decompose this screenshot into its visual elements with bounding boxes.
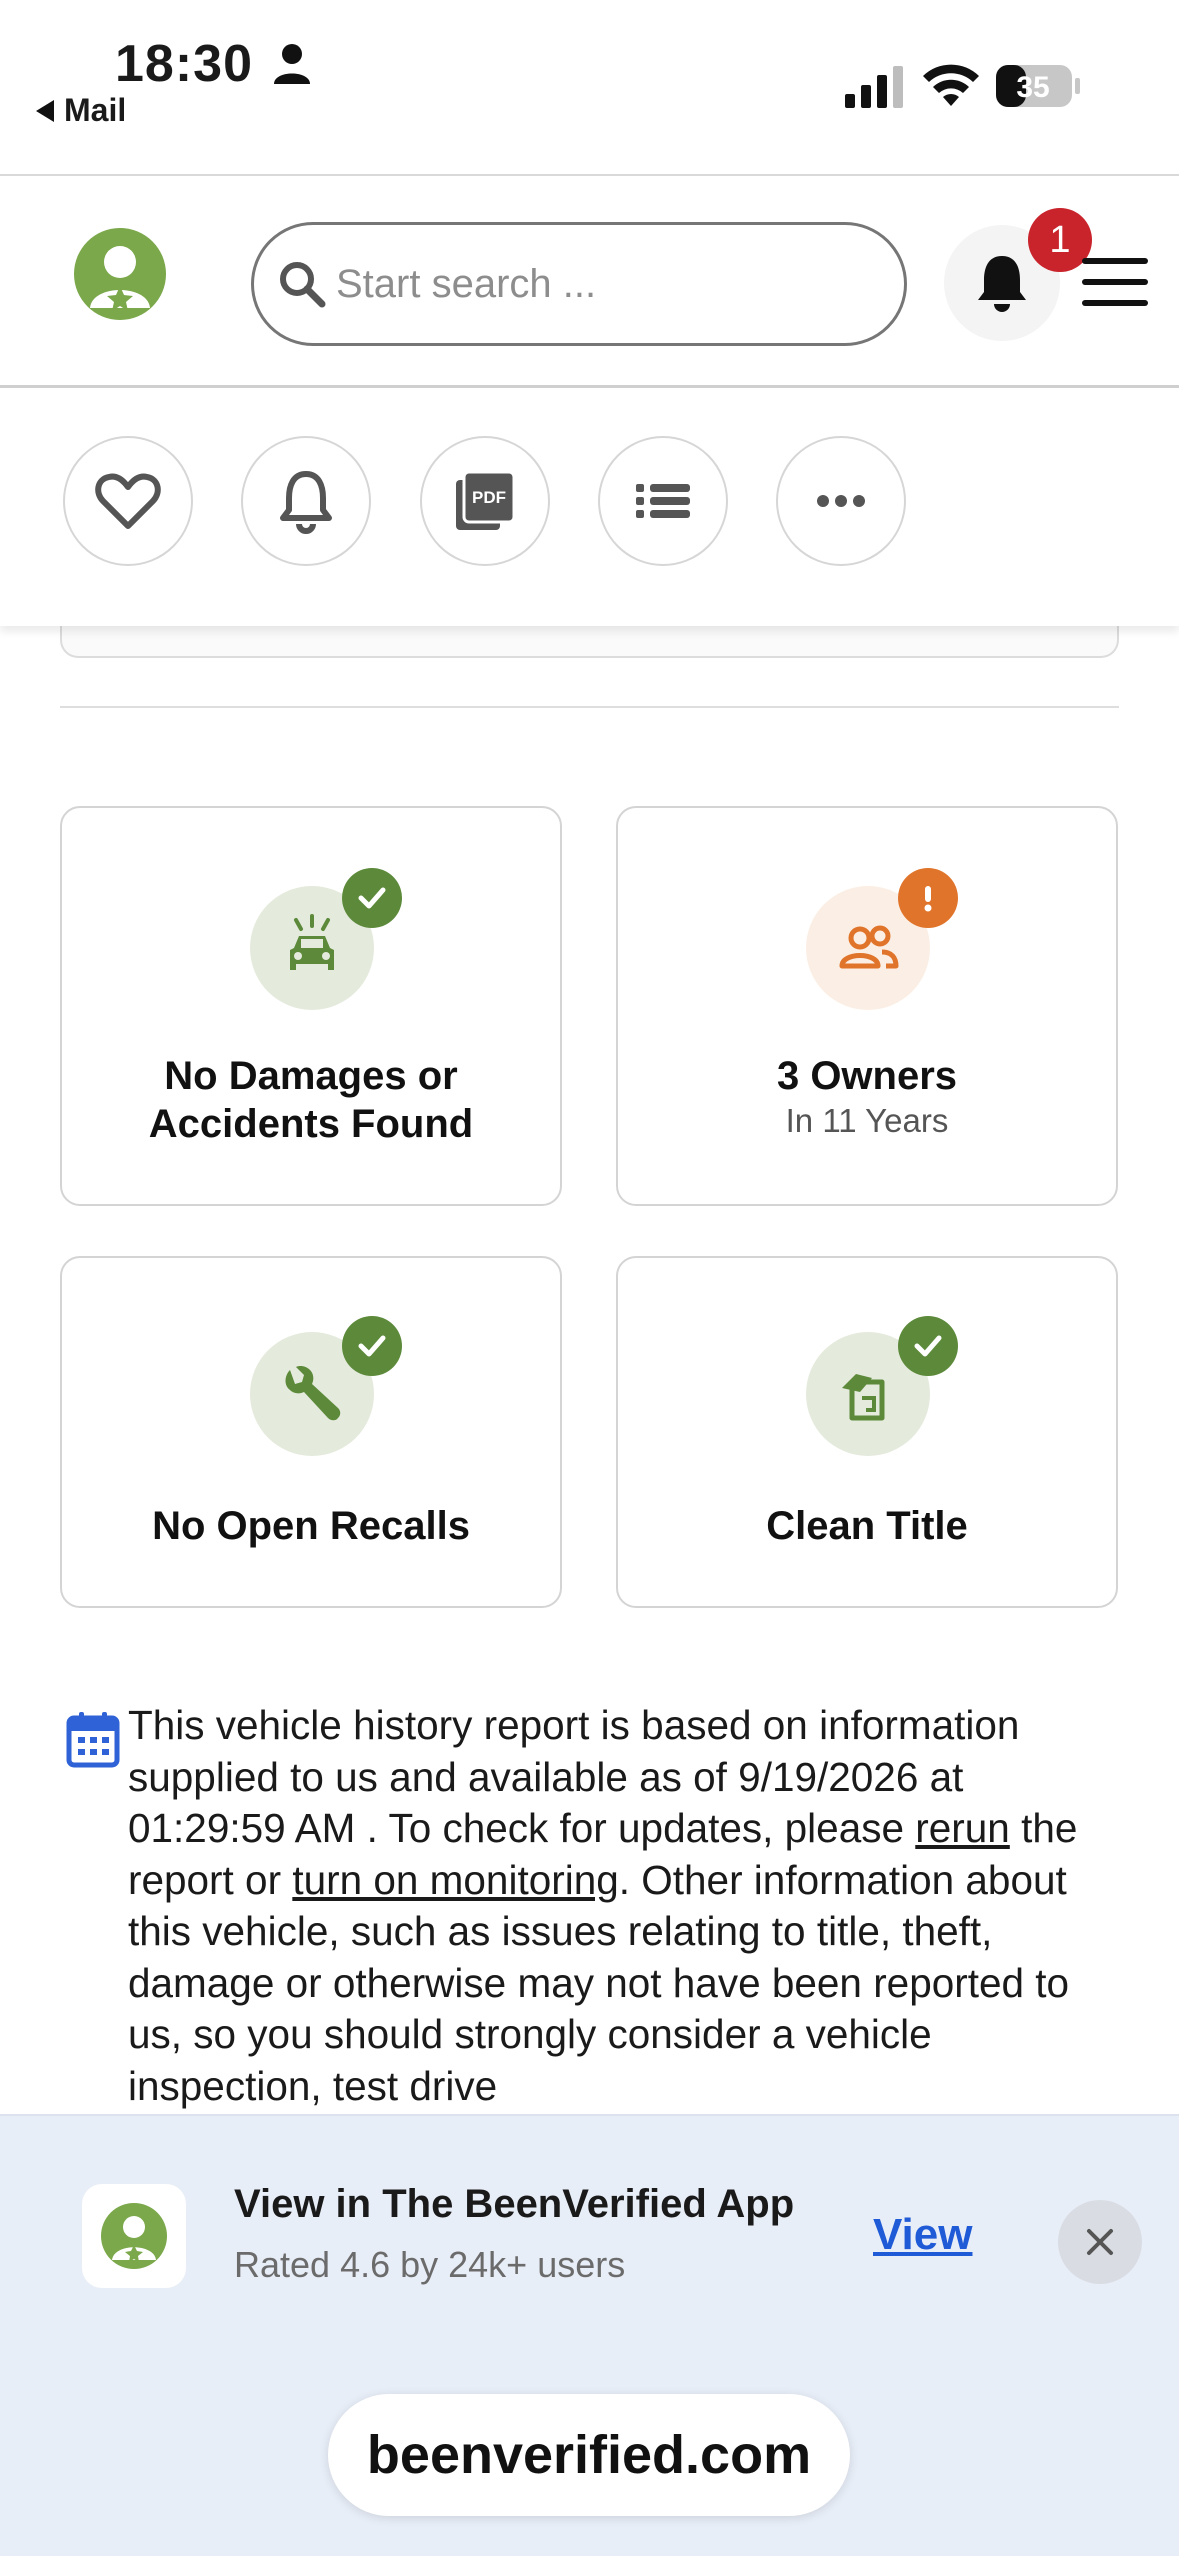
- wrench-icon: [276, 1358, 348, 1430]
- svg-text:PDF: PDF: [472, 488, 506, 507]
- back-app-label: Mail: [64, 92, 127, 128]
- recalls-title: No Open Recalls: [152, 1504, 470, 1548]
- beenverified-app-logo-icon: [101, 2203, 167, 2269]
- beenverified-logo-icon[interactable]: [74, 228, 166, 320]
- search-icon: [276, 258, 328, 310]
- battery-icon: [995, 64, 1081, 108]
- title-status-card[interactable]: [616, 1256, 1118, 1608]
- banner-title: View in The BeenVerified App: [234, 2182, 795, 2226]
- back-triangle-icon: [36, 100, 54, 122]
- search-box[interactable]: [251, 222, 907, 346]
- owners-card[interactable]: [616, 806, 1118, 1206]
- report-disclaimer-text: [128, 1700, 1108, 2114]
- wifi-icon: [923, 62, 979, 108]
- bell-outline-icon: [271, 466, 341, 536]
- more-dots-icon: [806, 466, 876, 536]
- status-time: 18:30: [115, 35, 253, 93]
- rerun-link[interactable]: rerun: [915, 1805, 1010, 1851]
- heart-icon: [93, 466, 163, 536]
- monitor-alert-button[interactable]: [241, 436, 371, 566]
- banner-rating: Rated 4.6 by 24k+ users: [234, 2244, 626, 2285]
- status-bar: [0, 0, 1179, 176]
- calendar-icon: [66, 1710, 120, 1768]
- damages-title-line1: No Damages or: [164, 1054, 458, 1098]
- view-in-app-link[interactable]: View: [873, 2210, 973, 2259]
- battery-level: 35: [1016, 71, 1050, 104]
- favorite-button[interactable]: [63, 436, 193, 566]
- app-install-banner: [0, 2114, 1179, 2556]
- recalls-card[interactable]: [60, 1256, 562, 1608]
- disclaimer-text-part3: . Other information about this vehicle, such as issues relating to title, theft, damage or otherwise may not have been reported to us, so you should strongly consider a vehicle inspection, test drive: [128, 1856, 1070, 2109]
- notification-badge: 1: [1028, 208, 1092, 272]
- ok-check-icon: [342, 1316, 402, 1376]
- ok-check-icon: [342, 868, 402, 928]
- damages-card[interactable]: [60, 806, 562, 1206]
- search-input[interactable]: [336, 262, 876, 307]
- report-actions-bar: [0, 390, 1179, 626]
- url-bar[interactable]: beenverified.com: [328, 2394, 850, 2516]
- list-icon: [628, 466, 698, 536]
- title-document-icon: [832, 1358, 904, 1430]
- owners-title: 3 Owners: [776, 1054, 958, 1098]
- disclaimer-text-part2: the report or: [128, 1805, 1078, 1903]
- hamburger-menu-icon[interactable]: [1082, 258, 1148, 306]
- download-pdf-button[interactable]: [420, 436, 550, 566]
- owners-icon: [832, 912, 904, 984]
- owners-subtitle: In 11 Years: [785, 1102, 949, 1139]
- damages-title-line2: Accidents Found: [148, 1102, 474, 1146]
- app-icon: [82, 2184, 186, 2288]
- cellular-signal-icon: [845, 66, 905, 108]
- report-sections-button[interactable]: [598, 436, 728, 566]
- bell-icon: [974, 252, 1030, 314]
- close-banner-button[interactable]: [1058, 2200, 1142, 2284]
- person-icon: [272, 42, 312, 86]
- turn-on-monitoring-link[interactable]: turn on monitoring: [292, 1856, 619, 1903]
- section-divider: [60, 706, 1119, 708]
- warning-alert-icon: [898, 868, 958, 928]
- disclaimer-text-part1: This vehicle history report is based on information supplied to us and available as of 9/19/2026 at 01:29:59 AM . To check for updates, please: [128, 1702, 1020, 1851]
- ok-check-icon: [898, 1316, 958, 1376]
- car-alert-icon: [276, 912, 348, 984]
- title-status-title: Clean Title: [766, 1504, 968, 1548]
- pdf-icon: [450, 466, 520, 536]
- close-icon: [1084, 2226, 1116, 2258]
- site-header: [0, 178, 1179, 388]
- back-to-app-link[interactable]: [36, 92, 126, 129]
- more-options-button[interactable]: [776, 436, 906, 566]
